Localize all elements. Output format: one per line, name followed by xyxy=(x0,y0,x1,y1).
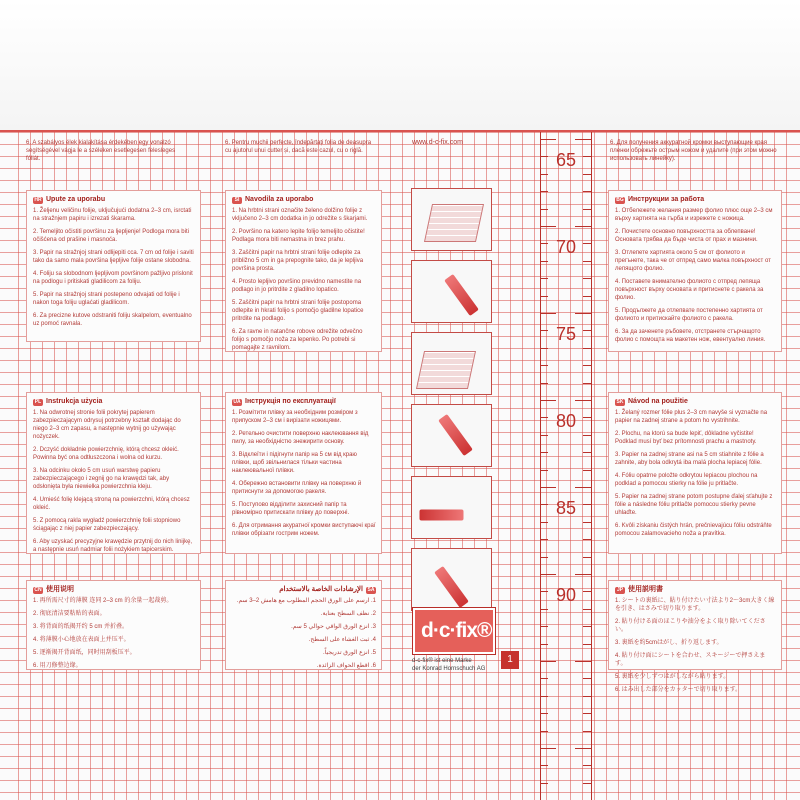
hr-step: 3. Papir na stražnjoj strani odlijepiti cca. 7 cm od folije i saviti tako da samo mala površina ljepljive folije ostane slobodna. xyxy=(33,250,194,264)
ua-instructions xyxy=(225,392,382,554)
ruler-number: 65 xyxy=(555,150,577,170)
bg-title: Инструкции за работа xyxy=(628,196,705,203)
grid-line-vertical xyxy=(510,132,511,800)
ruler-tick xyxy=(583,731,591,732)
pl-step: 5. Z pomocą rakla wygładź powierzchnię folii stopniowo ściągając z niej papier zabezpieczający. xyxy=(33,518,181,532)
grid-line-vertical xyxy=(402,132,403,800)
sa-step: 1. ارسم على الورق الحجم المطلوب مع هامش 2–3 سم. xyxy=(236,598,376,604)
si-step: 2. Površino na katero lepite folijo temeljito očistite! Podlaga mora biti nemastna in brez prahu. xyxy=(232,229,365,243)
ruler-tick xyxy=(540,748,556,749)
ruler-tick xyxy=(540,313,556,314)
ruler-number: 90 xyxy=(555,585,577,605)
jp-step: 4. 貼り付け面にシートを合わせ、スキージーで押さえます。 xyxy=(615,653,766,667)
illustration-wipe xyxy=(411,260,492,323)
ruler-tick xyxy=(540,765,548,766)
top-text-left: 6. A szabályos élek kialakítása érdekében egy vonalzó segítségével vágja le a széleken esetlegesen felesleges fóliát. xyxy=(26,140,176,162)
chinese-flag-icon: CN xyxy=(34,586,42,593)
brand-note xyxy=(412,657,508,673)
ruler-tick xyxy=(540,783,548,784)
ruler-tick xyxy=(540,452,548,453)
ruler-number: 80 xyxy=(555,411,577,431)
grid-line-horizontal xyxy=(0,168,800,169)
polish-flag-icon: PL xyxy=(34,398,42,405)
pl-instructions xyxy=(26,392,201,554)
bg-step: 3. Отлепете хартията около 5 см от фолиото и прегънете, така че от отпред само малка повърхност от лепящото фолио. xyxy=(615,250,771,272)
grid-line-vertical xyxy=(222,132,223,800)
bulgarian-flag-icon: BG xyxy=(616,196,624,203)
dcfix-logo-text: d·c·fix® xyxy=(421,619,492,642)
ruler-tick xyxy=(583,174,591,175)
japanese-flag-icon: JP xyxy=(616,586,624,593)
ruler-tick xyxy=(540,470,548,471)
grid-line-vertical xyxy=(546,132,547,800)
ruler-tick xyxy=(540,365,548,366)
ruler-tick xyxy=(575,313,591,314)
jp-step: 2. 貼り付ける面のほこりや油分をよく取り除いてください。 xyxy=(615,619,766,633)
top-paper-strip xyxy=(0,0,800,132)
bg-step: 4. Поставете внимателно фолиото с отпред лепяща повърхност върху основата и притиснете с ракела за фолио. xyxy=(615,279,764,301)
ruler-tick xyxy=(540,487,556,488)
cn-step: 5. 逐渐揭开背面纸，同时用刮板压平。 xyxy=(33,650,136,656)
illustration-peel xyxy=(411,332,492,395)
saudi-flag-icon: SA xyxy=(367,586,375,593)
si-step: 1. Na hrbtni strani označite želeno dolžino folije z vključeno 2–3 cm dodatka in jo odrežite s škarjami. xyxy=(232,208,368,222)
ruler-tick xyxy=(540,696,548,697)
website-text: www.d-c-fix.com xyxy=(412,139,463,146)
ruler-tick xyxy=(540,191,548,192)
grid-line-horizontal xyxy=(0,720,800,721)
cn-step: 3. 将背面的纸揭开约 5 cm 并折叠。 xyxy=(33,624,129,630)
si-step: 5. Zaščitni papir na hrbtni strani folije postopoma odlepite in hkrati folijo s pomočjo gladilne lopatice pritrdite na podlago. xyxy=(232,300,364,322)
brand-note-line-1: d-c-fix® ist eine Marke xyxy=(412,658,472,664)
ruler-tick xyxy=(583,696,591,697)
jp-title: 使用説明書 xyxy=(628,586,663,593)
ruler-tick xyxy=(575,400,591,401)
ruler-tick xyxy=(575,487,591,488)
ruler-tick xyxy=(540,626,548,627)
grid-line-vertical xyxy=(606,132,607,800)
sa-instructions xyxy=(225,580,382,670)
ruler-tick xyxy=(540,435,548,436)
brand-note-line-2: der Konrad Hornschuch AG xyxy=(412,666,486,672)
grid-line-vertical xyxy=(522,132,523,800)
ruler-tick xyxy=(575,574,591,575)
ruler-tick xyxy=(540,574,556,575)
ruler-tick xyxy=(583,191,591,192)
sa-step: 6. اقطع الحواف الزائدة. xyxy=(316,663,376,669)
pl-step: 2. Dczyść dokładnie powierzchnię, którą chcesz okleić. Powinna być ona odtłuszczona i wolna od kurzu. xyxy=(33,447,179,461)
pl-step: 3. Na odcinku około 5 cm usuń warstwę papieru zabezpieczającego i zegnij go na krawędzi tak, aby odsłonięta była niewielka powierzchnia kleju. xyxy=(33,468,170,490)
top-text-right: 6. Для получения аккуратной кромки выступающие края пленки обрежьте острым ножом и удалите (при этом можно использовать линейку). xyxy=(610,140,777,162)
ruler-tick xyxy=(540,644,548,645)
grid-line-horizontal xyxy=(0,132,800,133)
ruler-tick xyxy=(540,139,556,140)
grid-line-vertical xyxy=(570,132,571,800)
si-title: Navodila za uporabo xyxy=(245,196,314,203)
ruler-tick xyxy=(575,661,591,662)
illustration-trim xyxy=(411,548,492,611)
ruler-tick xyxy=(540,383,548,384)
illustration-press xyxy=(411,404,492,467)
grid-line-vertical xyxy=(498,132,499,800)
ukrainian-flag-icon: UA xyxy=(233,398,241,405)
sk-step: 2. Plochu, na ktorú sa bude lepiť, dôkladne vyčistite! Podklad musí byť bez prítomnosti prachu a mastnoty. xyxy=(615,431,757,445)
sa-step: 3. انزع الورق الواقي حوالي 5 سم. xyxy=(291,624,376,630)
ruler-tick xyxy=(583,713,591,714)
top-text-center: 6. Pentru muchii perfecte, îndepărtați folia de deasupra cu ajutorul unui cutter și, dacă este cazul, cu o riglă. xyxy=(225,140,372,154)
sk-instructions xyxy=(608,392,782,554)
page-number-badge: 1 xyxy=(501,651,519,669)
ua-step: 6. Для отримання акуратної кромки виступаючі краї плівки обрізати гострим ножем. xyxy=(232,523,376,537)
grid-line-horizontal xyxy=(0,708,800,709)
grid-line-vertical xyxy=(18,132,19,800)
sk-step: 5. Papier na zadnej strane potom postupne ďalej sťahujte z fólie a následne fóliu pritlačte pomocou stierky pevne uhlaďte. xyxy=(615,494,773,516)
bg-instructions xyxy=(608,190,782,352)
ruler-tick xyxy=(540,661,556,662)
ruler-tick xyxy=(583,365,591,366)
jp-step: 6. はみ出した部分をカッターで切り取ります。 xyxy=(615,687,742,693)
cn-step: 4. 将薄膜小心地放在表面上并压平。 xyxy=(33,637,130,643)
ruler-right-line xyxy=(591,132,592,800)
dcfix-logo xyxy=(412,607,496,655)
sk-step: 3. Papier na zadnej strane asi na 5 cm stiahnite z fólie a zahnite, aby bola odkrytá iba malá plocha lepiacej fólie. xyxy=(615,452,764,466)
cn-title: 使用说明 xyxy=(46,586,74,593)
cn-step: 1. 再所需尺寸的薄膜 连同 2–3 cm 的余量一起裁剪。 xyxy=(33,598,173,604)
ua-step: 2. Ретельно очистити поверхню наклеювання від пилу, за необхідністю знежирити основу. xyxy=(232,431,369,445)
slovenian-flag-icon: SI xyxy=(232,197,242,204)
ruler-tick xyxy=(540,174,548,175)
ruler-tick xyxy=(540,261,548,262)
hr-step: 5. Papir na stražnjoj strani postepeno odvajati od folije i nakon toga foliju uglaćati gladilicom. xyxy=(33,292,180,306)
grid-line-horizontal xyxy=(0,780,800,781)
ruler-tick xyxy=(583,261,591,262)
ruler-tick xyxy=(583,557,591,558)
grid-line-horizontal xyxy=(0,768,800,769)
ruler-tick xyxy=(583,452,591,453)
sk-title: Návod na použitie xyxy=(628,398,688,405)
ruler-tick xyxy=(583,609,591,610)
sa-step: 4. ثبت الغشاء على السطح. xyxy=(308,637,376,643)
ruler-tick xyxy=(583,522,591,523)
si-instructions xyxy=(225,190,382,352)
grid-line-vertical xyxy=(210,132,211,800)
hr-title: Upute za uporabu xyxy=(46,196,106,203)
ruler-tick xyxy=(540,539,548,540)
bg-step: 5. Продължете да отлепвате постепенно хартията от фолиото и притискайте фолиото с ракела. xyxy=(615,308,763,322)
grid-line-vertical xyxy=(582,132,583,800)
ruler-tick xyxy=(583,435,591,436)
grid-line-vertical xyxy=(534,132,535,800)
ruler-tick xyxy=(540,348,548,349)
pl-step: 1. Na odwrotnej stronie folii pokrytej papierem zabezpieczającym odrysuj potrzebny kształt dodając do niego 2–3 cm zapasu, a następnie wytnij go używając nożyczek. xyxy=(33,410,181,440)
grid-line-horizontal xyxy=(0,576,800,577)
hr-instructions xyxy=(26,190,201,342)
ruler-left-line xyxy=(540,132,541,800)
grid-line-vertical xyxy=(594,132,595,800)
hr-step: 2. Temeljito očistiti površinu za ljepljenje! Podloga mora biti očišćena od prašine i masnoća. xyxy=(33,229,189,243)
sk-step: 4. Fóliu opatrne položte odkrytou lepiacou plochou na podklad a pomocou stierky na fólie ju pritlačte. xyxy=(615,473,758,487)
pl-step: 6. Aby uzyskać precyzyjne krawędzie przytnij do nich linijkę, a następnie usuń nadmiar folii nożykiem tapicerskim. xyxy=(33,539,193,553)
illustration-squeegee xyxy=(411,476,492,539)
ruler-tick xyxy=(540,400,556,401)
ruler-tick xyxy=(540,678,548,679)
ruler-tick xyxy=(583,278,591,279)
si-step: 6. Za ravne in natančne robove odrežite odvečno folijo s pomočjo noža za lepenko. Po potrebi si pomagajte z ravnilom. xyxy=(232,329,363,351)
cn-instructions xyxy=(26,580,201,670)
grid-line-vertical xyxy=(390,132,391,800)
grid-line-vertical xyxy=(786,132,787,800)
pl-title: Instrukcja użycia xyxy=(46,398,103,405)
cn-step: 2. 彻底清洁要粘贴的表面。 xyxy=(33,611,106,617)
sa-step: 2. نظف السطح بعناية. xyxy=(320,611,376,617)
ruler-number: 70 xyxy=(555,237,577,257)
ruler-tick xyxy=(583,765,591,766)
bg-step: 2. Почистете основно повърхността за облепване! Основата трябва да бъде чиста от прах и мазнини. xyxy=(615,229,758,243)
ua-step: 1. Розмітити плівку за необхідним розміром з припуском 2–3 см і вирізати ножицями. xyxy=(232,410,358,424)
croatian-flag-icon: HR xyxy=(34,196,42,203)
grid-line-horizontal xyxy=(0,180,800,181)
ruler-tick xyxy=(540,296,548,297)
ruler-tick xyxy=(583,348,591,349)
bg-step: 6. За да заченете ръбовете, отстранете стърчащото фолио с помощта на макетен нож, евентуално линия. xyxy=(615,329,766,343)
illustration-strip xyxy=(411,188,493,663)
grid-line-horizontal xyxy=(0,792,800,793)
ruler-tick xyxy=(583,539,591,540)
ruler-tick xyxy=(575,226,591,227)
sk-step: 6. Kvôli získaniu čistých hrán, prečnievajúcu fóliu odstráňte pomocou zalamovacieho noža a pravítka. xyxy=(615,523,772,537)
ruler-tick xyxy=(575,139,591,140)
ruler-tick xyxy=(540,609,548,610)
grid-line-horizontal xyxy=(0,564,800,565)
pl-step: 4. Umieść folię klejącą stroną na powierzchni, którą chcesz okleić. xyxy=(33,497,190,511)
ua-step: 3. Відклеїти і підігнути папір на 5 см від краю плівки, щоб звільнилася тільки частина наклеювальної плівки. xyxy=(232,452,357,474)
ruler-tick xyxy=(540,731,548,732)
grid-line-horizontal xyxy=(0,384,800,385)
jp-step: 3. 裏紙を約5cmはがし、折り返します。 xyxy=(615,640,723,646)
ruler-tick xyxy=(583,678,591,679)
ruler-tick xyxy=(583,626,591,627)
ruler-number: 85 xyxy=(555,498,577,518)
ruler-number: 75 xyxy=(555,324,577,344)
ruler-tick xyxy=(540,713,548,714)
ua-title: Інструкція по експлуатації xyxy=(245,398,336,405)
hr-step: 4. Foliju sa slobodnom ljepljivom površinom pažljivo prislonit na podlogu i pritiskati gladilicom za foliju. xyxy=(33,271,193,285)
sk-step: 1. Želaný rozmer fólie plus 2–3 cm navyše si vyznačte na papier na zadnej strane a potom ho vystrihnite. xyxy=(615,410,768,424)
slovak-flag-icon: SK xyxy=(616,398,624,405)
grid-line-horizontal xyxy=(0,732,800,733)
ua-step: 4. Обережно встановити плівку на поверхню й притиснути за допомогою ракеля. xyxy=(232,481,362,495)
cn-step: 6. 用刀修整边缘。 xyxy=(33,663,82,669)
ruler-tick xyxy=(540,522,548,523)
illustration-grid-sheet xyxy=(411,188,492,251)
si-step: 3. Zaščitni papir na hrbtni strani folije odlepite za približno 5 cm in ga prepognite tako, da je lepljiva površina prosta. xyxy=(232,250,364,272)
top-red-line xyxy=(0,130,800,132)
si-step: 4. Prosto lepljivo površino previdno namestite na podlago in jo pritrdite z gladilno lopatico. xyxy=(232,279,362,293)
hr-step: 6. Za precizne kutove odstraniti foliju skalpelom, eventualno uz pomoć ravnala. xyxy=(33,313,192,327)
grid-line-horizontal xyxy=(0,744,800,745)
jp-step: 5. 裏紙を少しずつはがしながら貼ります。 xyxy=(615,674,730,680)
ruler-tick xyxy=(540,226,556,227)
hr-step: 1. Željenu veličinu folije, uključujući dodatna 2–3 cm, isrctati na stražnjem papiru i izrezati škarama. xyxy=(33,208,192,222)
ruler-tick xyxy=(583,209,591,210)
ruler-tick xyxy=(583,383,591,384)
sa-title: الإرشادات الخاصة بالاستخدام xyxy=(279,586,363,593)
jp-step: 1. シートの裏紙に、貼り付けたい寸法より2〜3cm大きく線を引き、はさみで切り取ります。 xyxy=(615,598,775,612)
ua-step: 5. Поступово відділити захисний папір та рівномірно притискати плівку до поверхні. xyxy=(232,502,350,516)
grid-line-horizontal xyxy=(0,372,800,373)
ruler-tick xyxy=(540,278,548,279)
ruler-tick xyxy=(575,748,591,749)
sa-step: 5. انزع الورق تدريجياً. xyxy=(323,650,376,656)
ruler-tick xyxy=(583,783,591,784)
ruler-tick xyxy=(583,296,591,297)
bg-step: 1. Отбележете желания размер фолио плюс още 2–3 см върху хартията на гърба и изрежете с ножица. xyxy=(615,208,773,222)
jp-instructions xyxy=(608,580,782,693)
ruler-tick xyxy=(540,557,548,558)
grid-line-horizontal xyxy=(0,756,800,757)
grid-line-horizontal xyxy=(0,360,800,361)
ruler-tick xyxy=(540,209,548,210)
ruler-tick xyxy=(583,470,591,471)
grid-line-vertical xyxy=(558,132,559,800)
ruler-tick xyxy=(583,644,591,645)
